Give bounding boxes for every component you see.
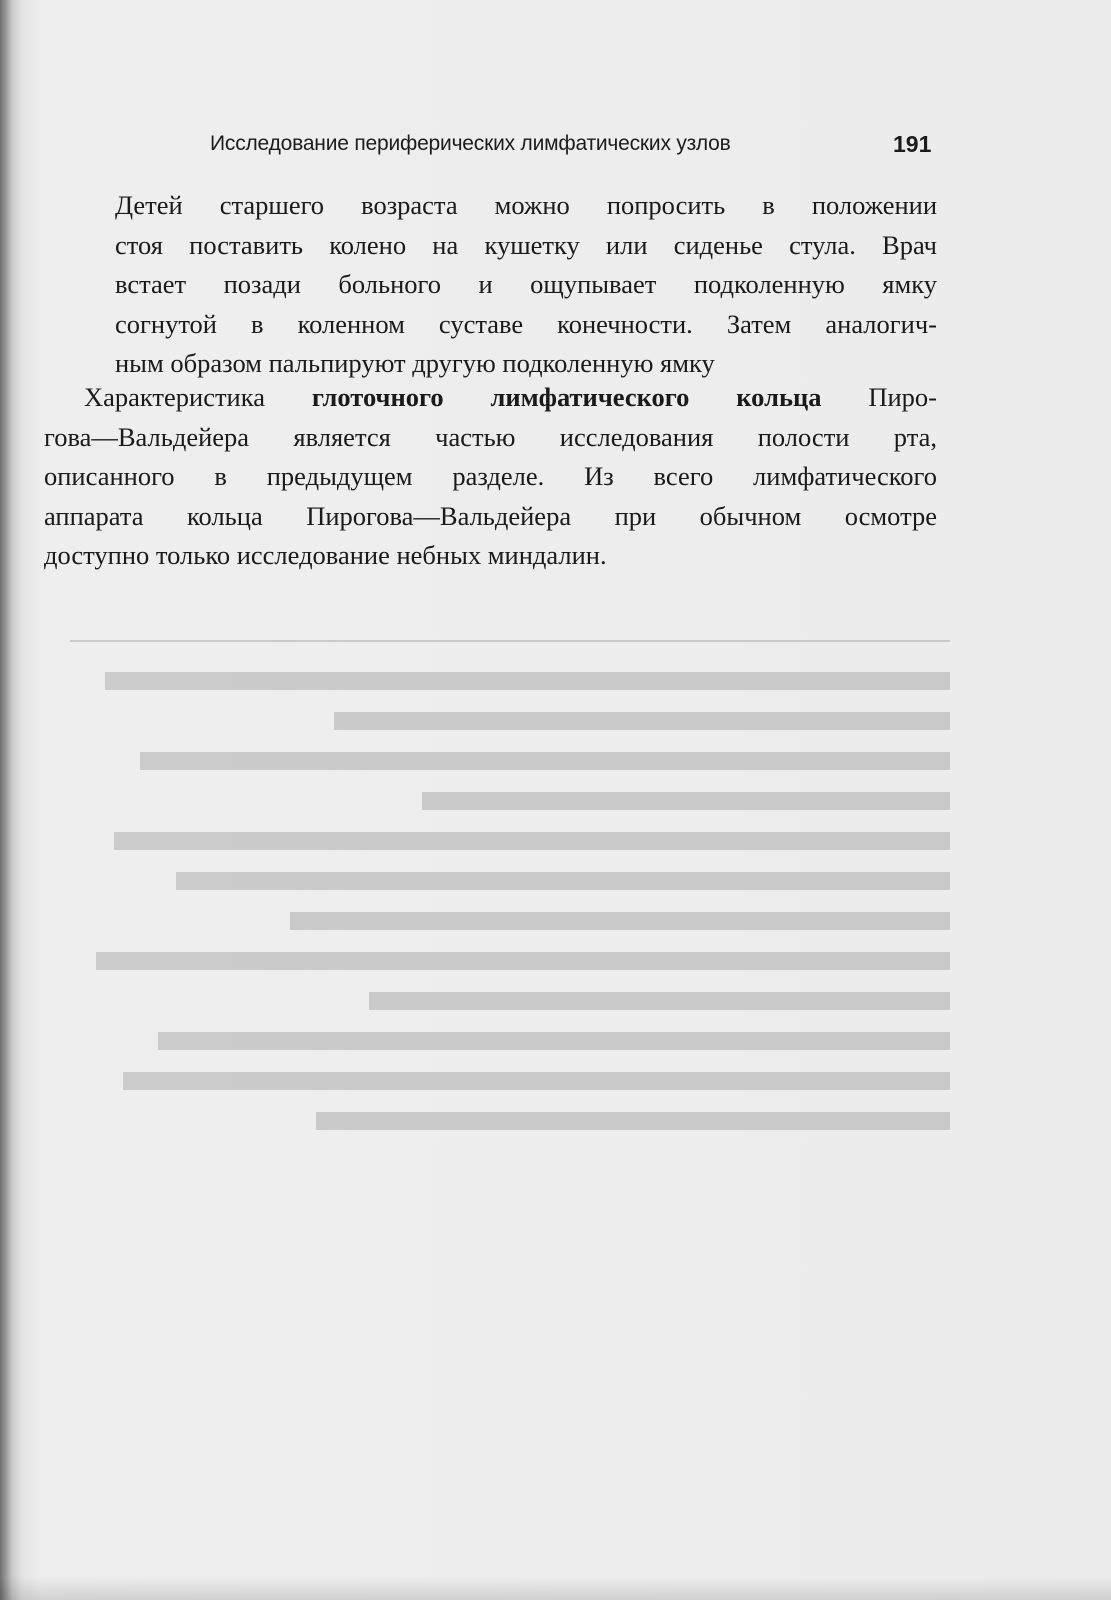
paragraph-line: стоя поставить колено на кушетку или сиденье стула. Врач	[115, 229, 937, 260]
line-text: Характеристика	[84, 382, 312, 412]
pharyngeal-ring-paragraph	[44, 378, 937, 576]
paragraph-line	[44, 378, 937, 418]
line-text: Пиро-	[821, 382, 937, 412]
paragraph-line: описанного в предыдущем разделе. Из всего лимфатического	[44, 461, 937, 491]
page-number: 191	[893, 131, 932, 157]
show-through-texture	[70, 600, 950, 1500]
popliteal-fossa-paragraph	[115, 186, 937, 384]
bold-term: глоточного лимфатического кольца	[311, 382, 822, 412]
paragraph-line: Детей старшего возраста можно попросить в положении	[115, 190, 937, 220]
paragraph-line: доступно только исследование небных миндалин.	[44, 540, 607, 570]
paragraph-line: согнутой в коленном суставе конечности. Затем аналогич-	[115, 308, 937, 339]
paragraph-line: ным образом пальпируют другую подколенную ямку	[115, 348, 715, 378]
paragraph-line: аппарата кольца Пирогова—Вальдейера при обычном осмотре	[44, 500, 937, 531]
paragraph-line: гова—Вальдейера является частью исследования полости рта,	[44, 421, 937, 452]
running-head-title: Исследование периферических лимфатических узлов	[210, 132, 731, 155]
paragraph-line: встает позади больного и ощупывает подколенную ямку	[115, 269, 937, 299]
page-bottom-shadow	[0, 1576, 1111, 1600]
